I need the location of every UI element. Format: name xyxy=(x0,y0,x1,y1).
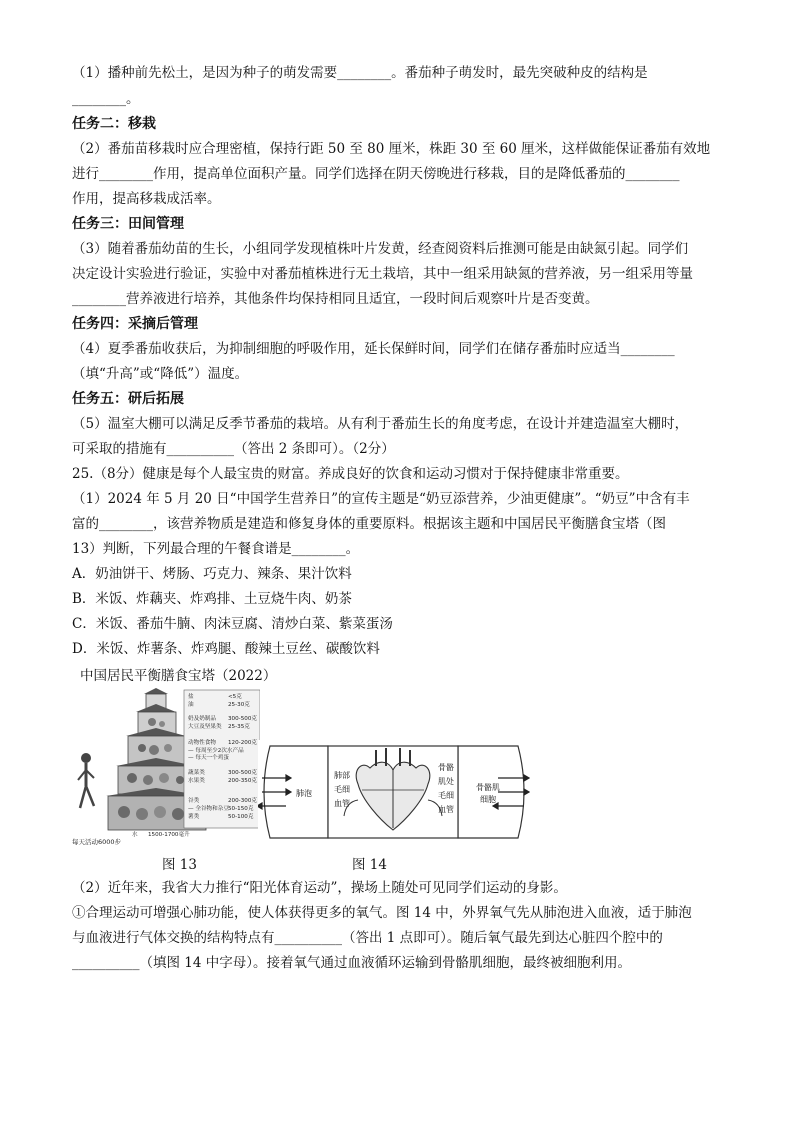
question-25-2: （2）近年来，我省大力推行“阳光体育运动”，操场上随处可见同学们运动的身影。 xyxy=(72,880,567,896)
muscle-capillary-label-4: 血管 xyxy=(438,805,454,814)
pagoda-amount-label: 50-150克 xyxy=(228,806,254,812)
question-24-2-cont: 进行________作用，提高单位面积产量。同学们选择在阴天傍晚进行移栽，目的是降低番茄的________ xyxy=(72,166,680,182)
pagoda-food-label: 水 xyxy=(132,832,138,838)
option-b: B．米饭、炸藕夹、炸鸡排、土豆烧牛肉、奶茶 xyxy=(72,591,352,607)
pagoda-amount-label: 200-300克 xyxy=(228,798,257,804)
muscle-capillary-label-2: 肌处 xyxy=(438,777,454,786)
question-24-1-cont: ________。 xyxy=(72,91,140,107)
muscle-cell-label-2: 细胞 xyxy=(480,795,496,804)
question-25-2-1: ①合理运动可增强心肺功能，使人体获得更多的氧气。图 14 中，外界氧气先从肺泡进入血液，适于肺泡 xyxy=(72,905,692,921)
task-2-heading: 任务二：移栽 xyxy=(72,116,156,132)
pagoda-amount-label: 120-200克 xyxy=(228,740,257,746)
question-25-2-1-cont2: __________（填图 14 中字母）。接着氧气通过血液循环运输到骨骼肌细胞，最终被细胞利用。 xyxy=(72,955,632,971)
muscle-cell-label-1: 骨骼肌 xyxy=(476,783,500,792)
question-25-1-cont2: 13）判断，下列最合理的午餐食谱是________。 xyxy=(72,541,360,557)
task-3-heading: 任务三：田间管理 xyxy=(72,216,184,232)
pagoda-food-label: 奶及奶制品 xyxy=(188,716,216,722)
lung-capillary-label-2: 毛细 xyxy=(334,785,350,794)
pagoda-food-label: — 全谷物和杂豆 xyxy=(188,806,229,812)
figure-13-food-pagoda xyxy=(72,686,260,848)
option-a: A．奶油饼干、烤肠、巧克力、辣条、果汁饮料 xyxy=(72,566,352,582)
pagoda-food-label: 动物性食物 xyxy=(188,740,216,746)
pagoda-amount-label: <5克 xyxy=(228,694,242,700)
task-5-heading: 任务五：研后拓展 xyxy=(72,391,184,407)
pagoda-food-label: 油 xyxy=(188,702,194,708)
pagoda-amount-label: 25-35克 xyxy=(228,724,250,730)
pagoda-food-label: 大豆及坚果类 xyxy=(188,724,222,730)
figure-13-title: 中国居民平衡膳食宝塔（2022） xyxy=(80,668,277,684)
task-4-heading: 任务四：采摘后管理 xyxy=(72,316,198,332)
activity-label: 每天活动6000步 xyxy=(72,838,122,846)
pagoda-food-label: 蔬菜类 xyxy=(188,770,205,776)
alveolus-label: 肺泡 xyxy=(296,789,312,798)
pagoda-food-label: 薯类 xyxy=(188,814,200,820)
pagoda-food-label: — 每天一个鸡蛋 xyxy=(188,755,229,761)
question-24-3-cont2: ________营养液进行培养，其他条件均保持相同且适宜，一段时间后观察叶片是否变黄。 xyxy=(72,291,599,307)
question-24-4: （4）夏季番茄收获后，为抑制细胞的呼吸作用，延长保鲜时间，同学们在储存番茄时应适当________ xyxy=(72,341,675,357)
question-24-3-cont: 决定设计实验进行验证，实验中对番茄植株进行无土栽培，其中一组采用缺氮的营养液，另一组采用等量 xyxy=(72,266,693,282)
pagoda-amount-label: 50-100克 xyxy=(228,814,254,820)
question-25-2-1-cont: 与血液进行气体交换的结构特点有__________（答出 1 点即可）。随后氧气最先到达心脏四个腔中的 xyxy=(72,930,663,946)
question-25-stem: 25.（8分）健康是每个人最宝贵的财富。养成良好的饮食和运动习惯对于保持健康非常重要。 xyxy=(72,466,629,482)
pagoda-food-label: 水果类 xyxy=(188,778,205,784)
lung-capillary-label-1: 肺部 xyxy=(334,771,350,780)
figure-13-caption: 图 13 xyxy=(162,857,197,873)
pagoda-food-label: 谷类 xyxy=(188,798,200,804)
figure-14-circulation-diagram xyxy=(258,740,530,845)
option-c: C．米饭、番茄牛腩、肉沫豆腐、清炒白菜、紫菜蛋汤 xyxy=(72,616,393,632)
muscle-capillary-label-3: 毛细 xyxy=(438,791,454,800)
pagoda-food-label: 盐 xyxy=(188,694,194,700)
question-24-1: （1）播种前先松土，是因为种子的萌发需要________。番茄种子萌发时，最先突破种皮的结构是 xyxy=(72,65,648,81)
question-24-2-cont2: 作用，提高移栽成活率。 xyxy=(72,191,221,207)
pagoda-food-label: — 每周至少2次水产品 xyxy=(188,748,244,754)
option-d: D．米饭、炸薯条、炸鸡腿、酸辣土豆丝、碳酸饮料 xyxy=(72,641,380,657)
muscle-capillary-label-1: 骨骼 xyxy=(438,763,454,772)
pagoda-amount-label: 1500-1700毫升 xyxy=(148,832,190,838)
pagoda-amount-label: 25-30克 xyxy=(228,702,250,708)
pagoda-amount-label: 300-500克 xyxy=(228,770,257,776)
pagoda-amount-label: 200-350克 xyxy=(228,778,257,784)
question-24-5-cont: 可采取的措施有__________（答出 2 条即可）。（2分） xyxy=(72,441,395,457)
lung-capillary-label-3: 血管 xyxy=(334,799,350,808)
figure-14-caption: 图 14 xyxy=(352,857,387,873)
question-25-1-cont: 富的________，该营养物质是建造和修复身体的重要原料。根据该主题和中国居民平衡膳食宝塔（图 xyxy=(72,516,666,532)
question-24-3: （3）随着番茄幼苗的生长，小组同学发现植株叶片发黄，经查阅资料后推测可能是由缺氮引起。同学们 xyxy=(72,241,689,257)
question-24-5: （5）温室大棚可以满足反季节番茄的栽培。从有利于番茄生长的角度考虑，在设计并建造温室大棚时， xyxy=(72,416,689,432)
question-24-4-cont: （填“升高”或“降低”）温度。 xyxy=(72,366,249,382)
pagoda-amount-label: 300-500克 xyxy=(228,716,257,722)
question-24-2: （2）番茄苗移栽时应合理密植，保持行距 50 至 80 厘米，株距 30 至 60 厘米，这样做能保证番茄有效地 xyxy=(72,141,711,157)
question-25-1: （1）2024 年 5 月 20 日“中国学生营养日”的宣传主题是“奶豆添营养，少油更健康”。“奶豆”中含有丰 xyxy=(72,491,690,507)
